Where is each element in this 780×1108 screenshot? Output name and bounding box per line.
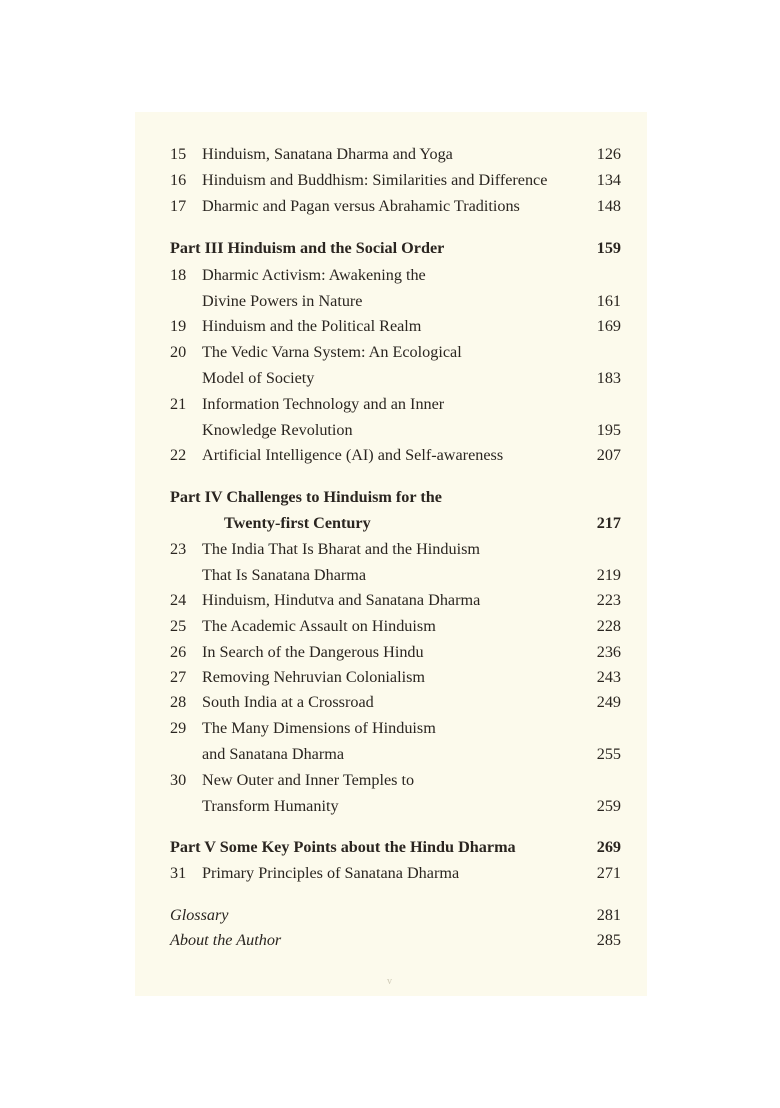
toc-entry (170, 443, 621, 467)
chapter-number: 24 (170, 591, 187, 609)
toc-entry-continued (170, 742, 621, 766)
page-number: 243 (596, 668, 621, 686)
chapter-title: Model of Society (202, 369, 315, 387)
chapter-number: 28 (170, 693, 187, 711)
chapter-title: Artificial Intelligence (AI) and Self-awareness (202, 446, 504, 464)
chapter-title: That Is Sanatana Dharma (202, 566, 367, 584)
toc-entry (170, 263, 621, 287)
part-title: Twenty-first Century (224, 514, 371, 532)
chapter-number: 21 (170, 395, 187, 413)
back-matter-title: Glossary (170, 906, 229, 924)
toc-entry (170, 142, 621, 166)
chapter-number: 18 (170, 266, 187, 284)
chapter-title: In Search of the Dangerous Hindu (202, 643, 424, 661)
back-matter-title: About the Author (170, 931, 282, 949)
chapter-number: 30 (170, 771, 187, 789)
part-heading (170, 835, 621, 859)
chapter-title: Hinduism and Buddhism: Similarities and Difference (202, 171, 548, 189)
toc-entry (170, 314, 621, 338)
page-number: 161 (596, 292, 621, 310)
chapter-title: The Many Dimensions of Hinduism (202, 719, 436, 737)
chapter-number: 20 (170, 343, 187, 361)
page-number: 236 (596, 643, 621, 661)
toc-entry (170, 340, 621, 364)
page-number: 223 (596, 591, 621, 609)
chapter-title: Hinduism, Hindutva and Sanatana Dharma (202, 591, 481, 609)
page-number: 219 (596, 566, 621, 584)
page-number: 126 (596, 145, 621, 163)
page-number: 281 (596, 906, 621, 924)
chapter-title: South India at a Crossroad (202, 693, 374, 711)
toc-entry-continued (170, 563, 621, 587)
chapter-title: The Academic Assault on Hinduism (202, 617, 436, 635)
chapter-title: Hinduism and the Political Realm (202, 317, 422, 335)
chapter-title: Removing Nehruvian Colonialism (202, 668, 426, 686)
chapter-number: 29 (170, 719, 187, 737)
page-number: 169 (596, 317, 621, 335)
toc-entry (170, 640, 621, 664)
toc-entry-continued (170, 418, 621, 442)
toc-entry (170, 768, 621, 792)
back-matter-entry (170, 903, 621, 927)
page-number: 183 (596, 369, 621, 387)
chapter-title: Knowledge Revolution (202, 421, 353, 439)
toc-entry (170, 537, 621, 561)
toc-entry (170, 690, 621, 714)
page-number: 228 (596, 617, 621, 635)
toc-entry (170, 861, 621, 885)
page-number: 195 (596, 421, 621, 439)
chapter-number: 19 (170, 317, 187, 335)
page-number: 159 (596, 239, 621, 257)
chapter-title: Hinduism, Sanatana Dharma and Yoga (202, 145, 453, 163)
page-number: 285 (596, 931, 621, 949)
toc-entry (170, 392, 621, 416)
chapter-title: New Outer and Inner Temples to (202, 771, 415, 789)
chapter-title: Divine Powers in Nature (202, 292, 363, 310)
table-of-contents (135, 112, 647, 996)
toc-entry (170, 665, 621, 689)
toc-entry-continued (170, 794, 621, 818)
toc-entry (170, 194, 621, 218)
page-number: 134 (596, 171, 621, 189)
toc-entry (170, 716, 621, 740)
page-number: 207 (596, 446, 621, 464)
page-number: 259 (596, 797, 621, 815)
toc-entry-continued (170, 366, 621, 390)
toc-entry (170, 588, 621, 612)
folio: v (387, 976, 392, 987)
part-title: Part III Hinduism and the Social Order (170, 239, 445, 257)
chapter-title: Information Technology and an Inner (202, 395, 445, 413)
chapter-number: 31 (170, 864, 187, 882)
toc-entry-continued (170, 289, 621, 313)
part-title: Part V Some Key Points about the Hindu Dharma (170, 838, 516, 856)
page-number: 269 (596, 838, 621, 856)
page-number: 271 (596, 864, 621, 882)
chapter-number: 17 (170, 197, 187, 215)
page-number: 255 (596, 745, 621, 763)
chapter-number: 26 (170, 643, 187, 661)
chapter-number: 22 (170, 446, 187, 464)
chapter-title: The India That Is Bharat and the Hinduism (202, 540, 480, 558)
chapter-title: Dharmic and Pagan versus Abrahamic Traditions (202, 197, 520, 215)
chapter-number: 25 (170, 617, 187, 635)
page-number: 249 (596, 693, 621, 711)
chapter-number: 15 (170, 145, 187, 163)
chapter-title: Dharmic Activism: Awakening the (202, 266, 426, 284)
part-heading-continued (170, 511, 621, 535)
part-heading (170, 485, 621, 509)
chapter-number: 16 (170, 171, 187, 189)
chapter-title: Transform Humanity (202, 797, 339, 815)
chapter-title: The Vedic Varna System: An Ecological (202, 343, 462, 361)
part-title: Part IV Challenges to Hinduism for the (170, 488, 442, 506)
part-heading (170, 236, 621, 260)
back-matter-entry (170, 928, 621, 952)
book-page (135, 112, 647, 996)
toc-entry (170, 614, 621, 638)
toc-entry (170, 168, 621, 192)
chapter-number: 23 (170, 540, 187, 558)
page-number: 148 (596, 197, 621, 215)
chapter-title: Primary Principles of Sanatana Dharma (202, 864, 460, 882)
chapter-title: and Sanatana Dharma (202, 745, 345, 763)
page-number: 217 (596, 514, 621, 532)
chapter-number: 27 (170, 668, 187, 686)
